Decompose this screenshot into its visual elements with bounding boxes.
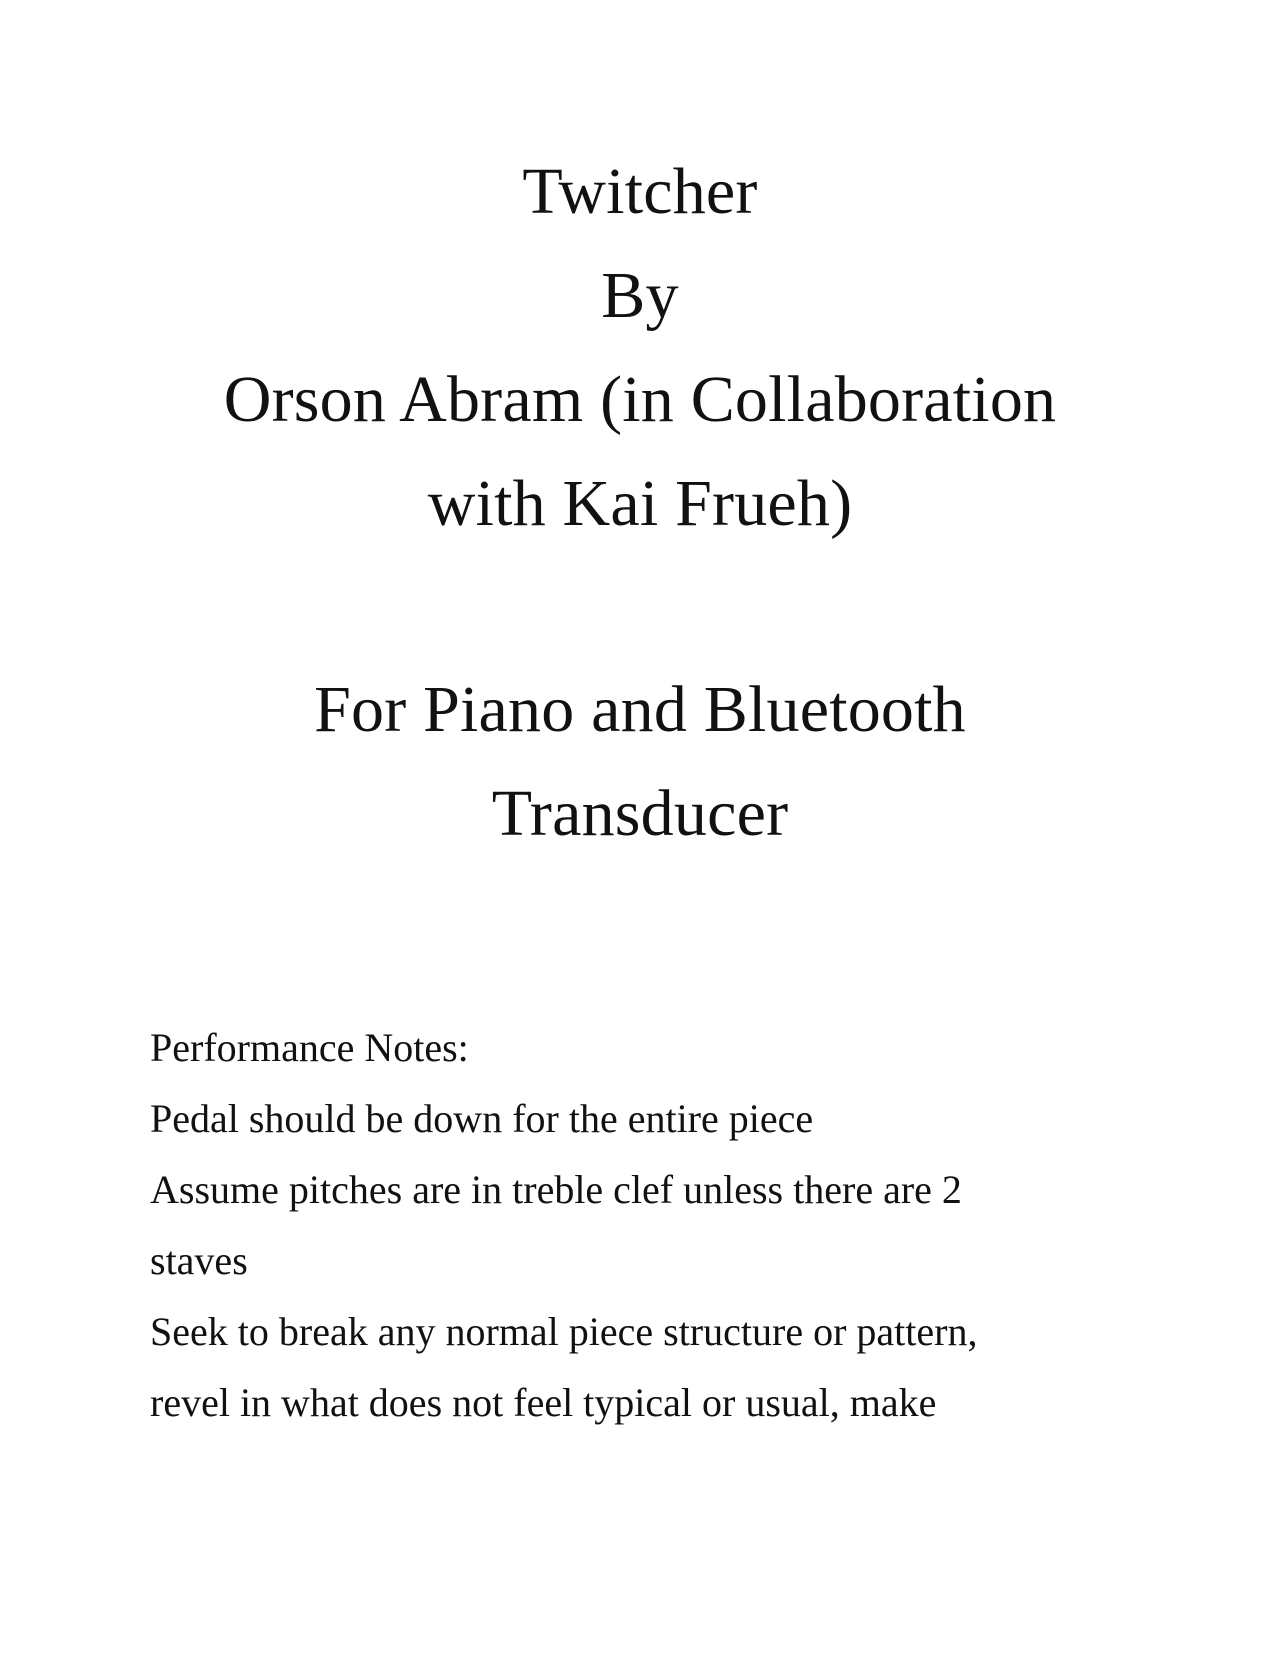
by-line: By — [601, 259, 679, 332]
composer-line: Orson Abram (in Collaboration — [223, 363, 1057, 436]
collaborator-line: with Kai Frueh) — [427, 467, 853, 540]
instrumentation-line-1: For Piano and Bluetooth — [314, 673, 966, 746]
note-line: Assume pitches are in treble clef unless there are 2 — [150, 1167, 962, 1212]
instrumentation-block — [0, 658, 1280, 866]
note-line: Seek to break any normal piece structure or pattern, — [150, 1309, 978, 1354]
note-line: staves — [150, 1238, 248, 1283]
note-line: revel in what does not feel typical or usual, make — [150, 1380, 937, 1425]
instrumentation-line-2: Transducer — [491, 777, 789, 850]
piece-title: Twitcher — [522, 155, 758, 228]
performance-notes — [150, 1012, 1150, 1438]
title-block — [0, 140, 1280, 556]
note-line: Pedal should be down for the entire piece — [150, 1096, 814, 1141]
performance-notes-heading: Performance Notes: — [150, 1025, 469, 1070]
